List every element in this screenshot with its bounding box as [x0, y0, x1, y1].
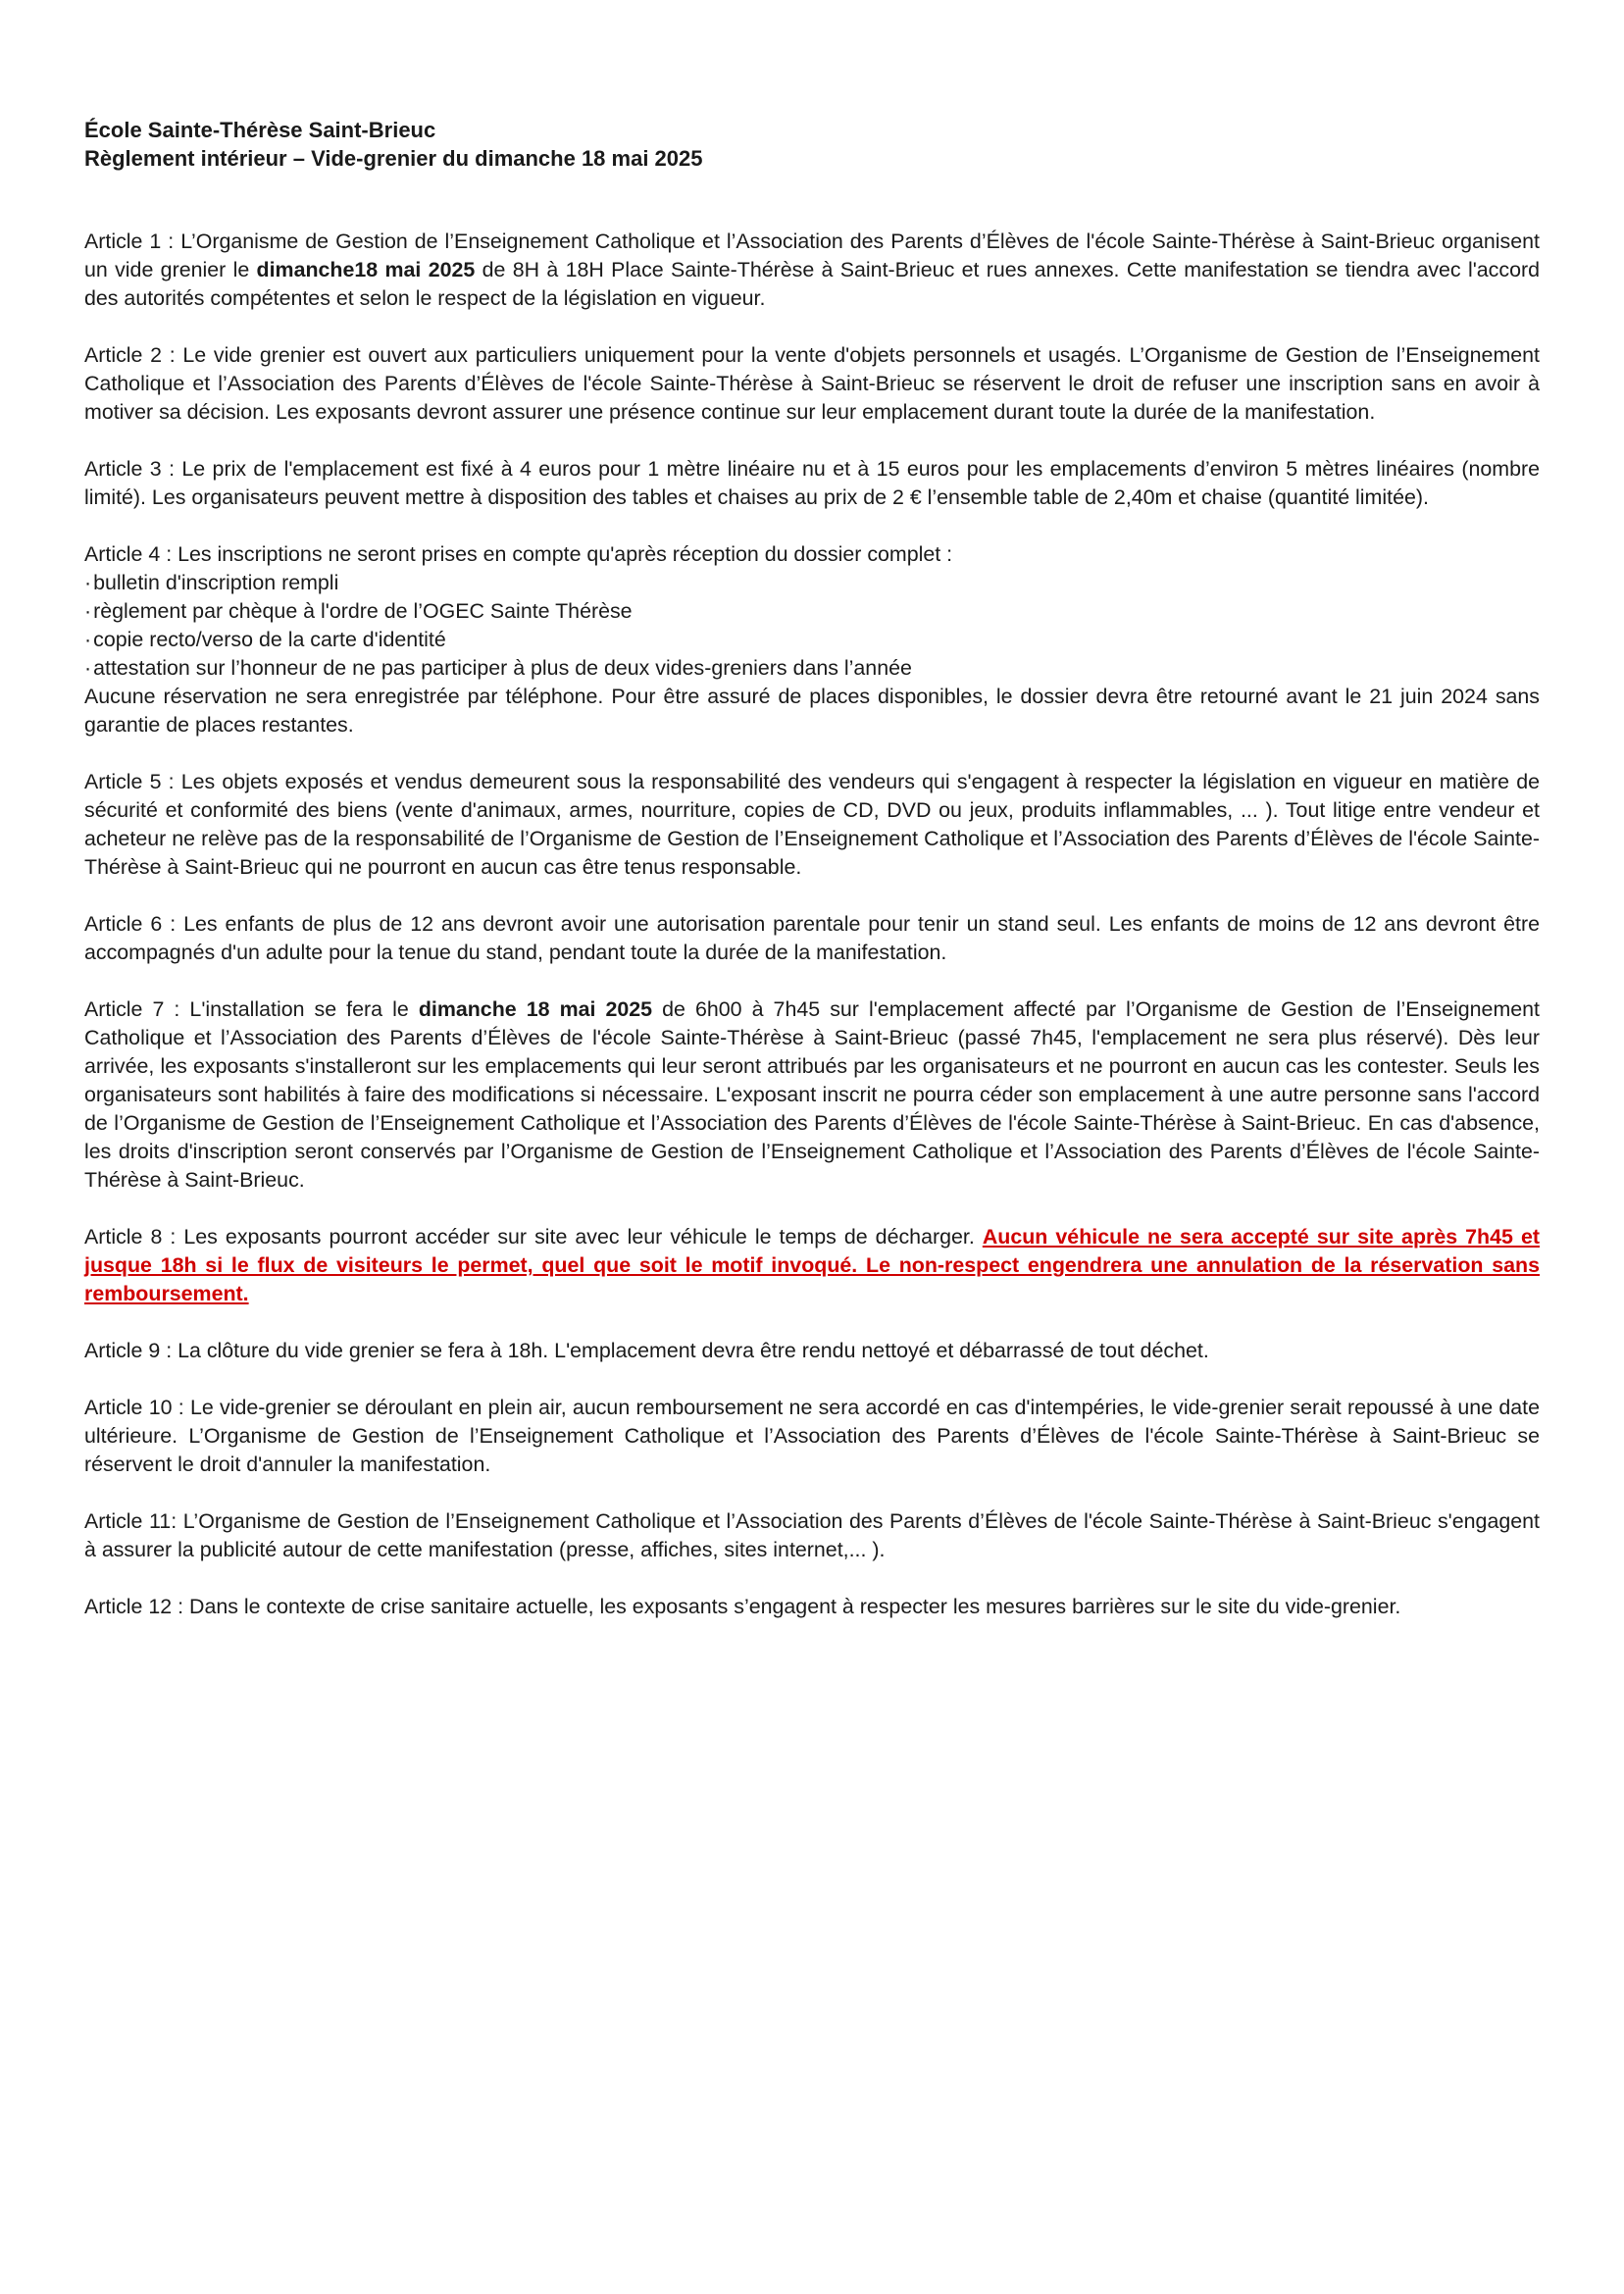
article-11: Article 11: L’Organisme de Gestion de l’Enseignement Catholique et l’Association des Parents d’Élèves de l'école Sainte-Thérèse à Saint-Brieuc s'engagent à assurer la publicité autour de cette manifestation (presse, affiches, sites internet,... ). — [84, 1509, 1540, 1561]
article-5: Article 5 : Les objets exposés et vendus demeurent sous la responsabilité des vendeurs qui s'engagent à respecter la législation en vigueur en matière de sécurité et conformité des biens (vente d'animaux, armes, nourriture, copies de CD, DVD ou jeux, produits inflammables, ... ). Tout litige entre vendeur et acheteur ne relève pas de la responsabilité de l’Organisme de Gestion de l’Enseignement Catholique et l’Association des Parents d’Élèves de l'école Sainte-Thérèse à Saint-Brieuc qui ne pourront en aucun cas être tenus responsable. — [84, 770, 1540, 879]
articles-section — [84, 228, 1540, 1621]
article-8 — [84, 1223, 1540, 1308]
article-4-intro: Article 4 : Les inscriptions ne seront prises en compte qu'après réception du dossier complet : — [84, 542, 953, 566]
article-3: Article 3 : Le prix de l'emplacement est fixé à 4 euros pour 1 mètre linéaire nu et à 15 euros pour les emplacements d’environ 5 mètres linéaires (nombre limité). Les organisateurs peuvent mettre à disposition des tables et chaises au prix de 2 € l’ensemble table de 2,40m et chaise (quantité limitée). — [84, 457, 1540, 509]
article-7 — [84, 995, 1540, 1195]
required-documents-list — [84, 569, 1540, 683]
article-7-date: dimanche 18 mai 2025 — [418, 997, 653, 1021]
article-7-text-start: Article 7 : L'installation se fera le — [84, 997, 419, 1021]
list-item: · attestation sur l’honneur de ne pas participer à plus de deux vides-greniers dans l’année — [84, 654, 1540, 683]
article-8-text: Article 8 : Les exposants pourront accéder sur site avec leur véhicule le temps de décharger. — [84, 1225, 983, 1249]
article-4 — [84, 540, 1540, 739]
article-1-text-start: Article 1 : L’Organisme de Gestion de l’Enseignement Catholique et l’Association des Parents d’Élèves de l'école Sainte-Thérèse à Saint-Brieuc organisent un vide grenier le — [84, 229, 1540, 281]
document-page — [84, 116, 1540, 1650]
list-item: · bulletin d'inscription rempli — [84, 569, 1540, 597]
article-7-text-end: de 6h00 à 7h45 sur l'emplacement affecté par l’Organisme de Gestion de l’Enseignement Catholique et l’Association des Parents d’Élèves de l'école Sainte-Thérèse à Saint-Brieuc (passé 7h45, l'emplacement ne sera plus réservé). Dès leur arrivée, les exposants s'installeront sur les emplacements qui leur seront attribués par les organisateurs et ne pourront en aucun cas les contester. Seuls les organisateurs sont habilités à faire des modifications si nécessaire. L'exposant inscrit ne pourra céder son emplacement à une autre personne sans l'accord de l’Organisme de Gestion de l’Enseignement Catholique et l’Association des Parents d’Élèves de l'école Sainte-Thérèse à Saint-Brieuc. En cas d'absence, les droits d'inscription seront conservés par l’Organisme de Gestion de l’Enseignement Catholique et l’Association des Parents d’Élèves de l'école Sainte-Thérèse à Saint-Brieuc. — [84, 997, 1541, 1192]
article-1 — [84, 228, 1540, 313]
document-title: Règlement intérieur – Vide-grenier du dimanche 18 mai 2025 — [84, 146, 703, 171]
article-12: Article 12 : Dans le contexte de crise sanitaire actuelle, les exposants s’engagent à respecter les mesures barrières sur le site du vide-grenier. — [84, 1595, 1401, 1618]
article-2: Article 2 : Le vide grenier est ouvert aux particuliers uniquement pour la vente d'objets personnels et usagés. L’Organisme de Gestion de l’Enseignement Catholique et l’Association des Parents d’Élèves de l'école Sainte-Thérèse à Saint-Brieuc se réservent le droit de refuser une inscription sans en avoir à motiver sa décision. Les exposants devront assurer une présence continue sur leur emplacement durant toute la durée de la manifestation. — [84, 343, 1540, 424]
list-item: · règlement par chèque à l'ordre de l’OGEC Sainte Thérèse — [84, 597, 1540, 626]
article-8-warning: Aucun véhicule ne sera accepté sur site après 7h45 et jusque 18h si le flux de visiteurs le permet, quel que soit le motif invoqué. Le non-respect engendrera une annulation de la réservation sans remboursement. — [84, 1225, 1540, 1305]
article-6: Article 6 : Les enfants de plus de 12 ans devront avoir une autorisation parentale pour tenir un stand seul. Les enfants de moins de 12 ans devront être accompagnés d'un adulte pour la tenue du stand, pendant toute la durée de la manifestation. — [84, 912, 1540, 964]
article-9: Article 9 : La clôture du vide grenier se fera à 18h. L'emplacement devra être rendu nettoyé et débarrassé de tout déchet. — [84, 1339, 1209, 1362]
article-10: Article 10 : Le vide-grenier se déroulant en plein air, aucun remboursement ne sera accordé en cas d'intempéries, le vide-grenier serait repoussé à une date ultérieure. L’Organisme de Gestion de l’Enseignement Catholique et l’Association des Parents d’Élèves de l'école Sainte-Thérèse à Saint-Brieuc se réservent le droit d'annuler la manifestation. — [84, 1396, 1540, 1476]
school-name: École Sainte-Thérèse Saint-Brieuc — [84, 118, 436, 142]
article-1-text-end: de 8H à 18H Place Sainte-Thérèse à Saint-Brieuc et rues annexes. Cette manifestation se tiendra avec l'accord des autorités compétentes et selon le respect de la législation en vigueur. — [84, 258, 1540, 310]
list-item: · copie recto/verso de la carte d'identité — [84, 626, 1540, 654]
article-4-outro: Aucune réservation ne sera enregistrée par téléphone. Pour être assuré de places disponibles, le dossier devra être retourné avant le 21 juin 2024 sans garantie de places restantes. — [84, 685, 1540, 737]
article-1-date: dimanche18 mai 2025 — [256, 258, 476, 281]
